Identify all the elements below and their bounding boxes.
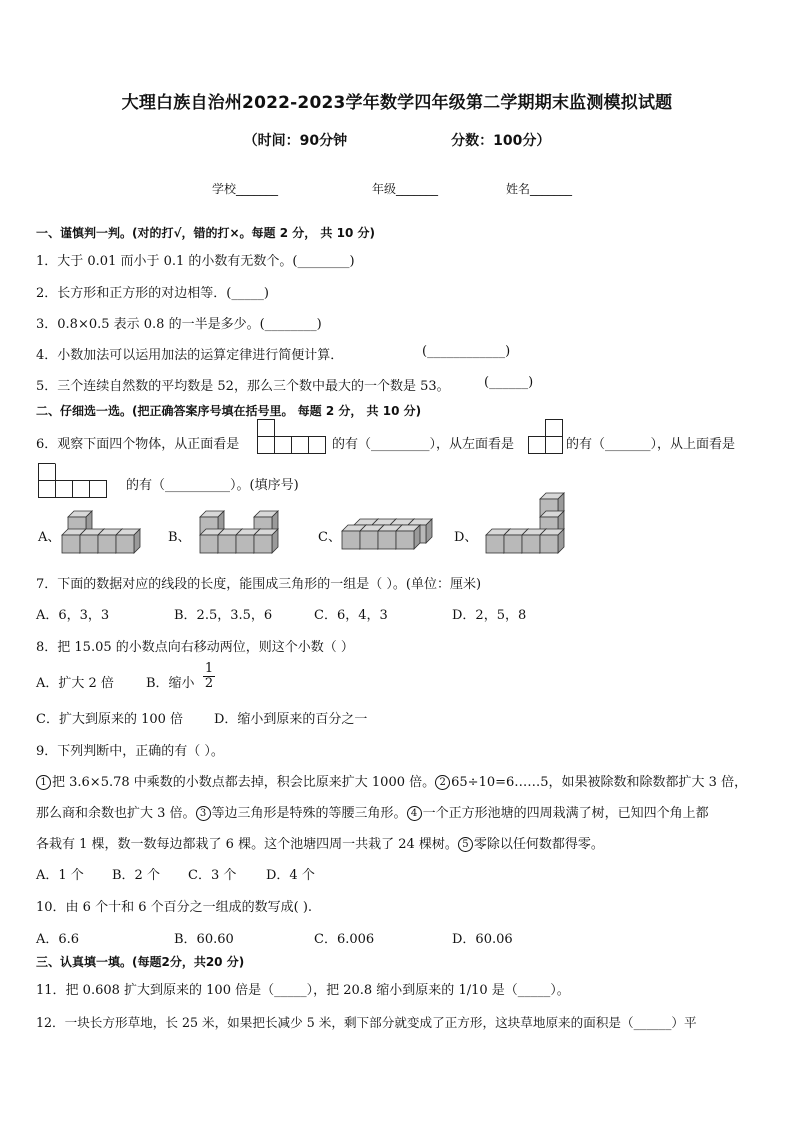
q9-statement-line-1 [36, 771, 747, 790]
cube [116, 529, 140, 553]
q9-statement-line-3 [36, 833, 604, 852]
q8-option-d[interactable]: D．缩小到原来的百分之一 [214, 712, 368, 727]
question-11: 11．把 0.608 扩大到原来的 100 倍是（_____），把 20.8 缩小到原来的 1/10 是（_____）。 [36, 983, 570, 998]
q9-statement-1: 把 3.6×5.78 中乘数的小数点都去掉，积会比原来扩大 1000 倍。 [52, 775, 436, 790]
marker-1: 1 [36, 775, 51, 790]
q9-statement-2-cont: 那么商和余数也扩大 3 倍。 [36, 806, 196, 821]
question-6-part3: 的有（_______），从上面看是 [566, 437, 736, 452]
question-2: 2．长方形和正方形的对边相等．(_____) [36, 286, 269, 301]
q9-option-c[interactable]: C．3 个 [188, 868, 237, 883]
q6-option-d-label[interactable]: D、 [454, 530, 478, 545]
section-3-title: 三、认真填一填。(每题2分，共20 分) [36, 955, 245, 969]
question-5-answer[interactable]: (______) [484, 375, 534, 390]
top-view-figure [38, 464, 107, 498]
q10-option-c[interactable]: C．6.006 [314, 932, 375, 947]
question-9: 9．下列判断中，正确的有（ ）。 [36, 744, 224, 759]
question-7: 7．下面的数据对应的线段的长度，能围成三角形的一组是（ ）。(单位：厘米) [36, 577, 482, 592]
q9-statement-2: 65÷10=6……5，如果被除数和除数都扩大 3 倍， [451, 775, 748, 790]
fraction-numerator: 1 [204, 661, 214, 676]
q8-option-c[interactable]: C．扩大到原来的 100 倍 [36, 712, 184, 727]
q9-statement-4-cont: 各栽有 1 棵，数一数每边都栽了 6 棵。这个池塘四周一共栽了 24 棵树。 [36, 837, 458, 852]
question-6-part2: 的有（_________），从左面看是 [332, 437, 515, 452]
question-1: 1．大于 0.01 而小于 0.1 的小数有无数个。(________) [36, 254, 355, 269]
marker-5: 5 [458, 837, 473, 852]
q9-option-a[interactable]: A．1 个 [36, 868, 84, 883]
question-6-part4: 的有（__________）。(填序号) [126, 478, 299, 493]
left-view-figure [528, 420, 563, 454]
q9-statement-5: 零除以任何数都得零。 [473, 837, 604, 852]
q10-option-d[interactable]: D．60.06 [452, 932, 513, 947]
q7-option-d[interactable]: D．2，5，8 [452, 608, 527, 623]
marker-2: 2 [435, 775, 450, 790]
cube-figures [0, 505, 794, 565]
cube [254, 529, 278, 553]
q9-statement-line-2 [36, 802, 709, 821]
question-12: 12．一块长方形草地，长 25 米，如果把长减少 5 米，剩下部分就变成了正方形，这块草地原来的面积是（______）平 [36, 1015, 697, 1030]
question-6-part1: 6．观察下面四个物体，从正面看是 [36, 437, 240, 452]
q8-option-b[interactable]: B．缩小 [146, 676, 195, 691]
q8-fraction [203, 662, 215, 691]
marker-3: 3 [196, 806, 211, 821]
q6-option-a-label[interactable]: A、 [38, 530, 61, 545]
exam-score: 分数：100分） [451, 133, 551, 149]
name-field[interactable]: 姓名_______ [506, 182, 573, 196]
question-3: 3．0.8×0.5 表示 0.8 的一半是多少。(________) [36, 317, 322, 332]
q10-option-a[interactable]: A．6.6 [36, 932, 80, 947]
question-5: 5．三个连续自然数的平均数是 52，那么三个数中最大的一个数是 53。 [36, 379, 450, 394]
question-10: 10．由 6 个十和 6 个百分之一组成的数写成( ). [36, 900, 313, 915]
marker-4: 4 [407, 806, 422, 821]
exam-time: （时间：90分钟 [243, 133, 348, 149]
question-4-answer[interactable]: (____________) [422, 344, 511, 359]
question-4: 4．小数加法可以运用加法的运算定律进行简便计算． [36, 348, 344, 363]
page-title: 大理白族自治州2022-2023学年数学四年级第二学期期末监测模拟试题 [121, 93, 673, 113]
fraction-denominator: 2 [204, 676, 214, 691]
q9-statement-4: 一个正方形池塘的四周栽满了树，已知四个角上都 [422, 806, 709, 821]
section-2-title: 二、仔细选一选。(把正确答案序号填在括号里。 每题 2 分， 共 10 分) [36, 404, 422, 418]
q10-option-b[interactable]: B．60.60 [174, 932, 234, 947]
q6-option-b-label[interactable]: B、 [168, 530, 191, 545]
question-8: 8．把 15.05 的小数点向右移动两位，则这个小数（ ） [36, 640, 354, 655]
cube [540, 529, 564, 553]
cube [396, 525, 420, 549]
q9-statement-3: 等边三角形是特殊的等腰三角形。 [211, 806, 407, 821]
exam-meta [0, 130, 794, 150]
q7-option-b[interactable]: B．2.5，3.5，6 [174, 608, 273, 623]
q9-option-b[interactable]: B．2 个 [112, 868, 160, 883]
q7-option-a[interactable]: A．6，3，3 [36, 608, 110, 623]
school-field[interactable]: 学校_______ [212, 182, 279, 196]
grade-field[interactable]: 年级_______ [372, 182, 439, 196]
q6-option-c-label[interactable]: C、 [318, 530, 341, 545]
section-1-title: 一、谨慎判一判。(对的打√，错的打×。每题 2 分， 共 10 分) [36, 226, 375, 240]
front-view-figure [256, 420, 326, 454]
q7-option-c[interactable]: C．6，4，3 [314, 608, 388, 623]
q9-option-d[interactable]: D．4 个 [266, 868, 315, 883]
q8-option-a[interactable]: A．扩大 2 倍 [36, 676, 114, 691]
